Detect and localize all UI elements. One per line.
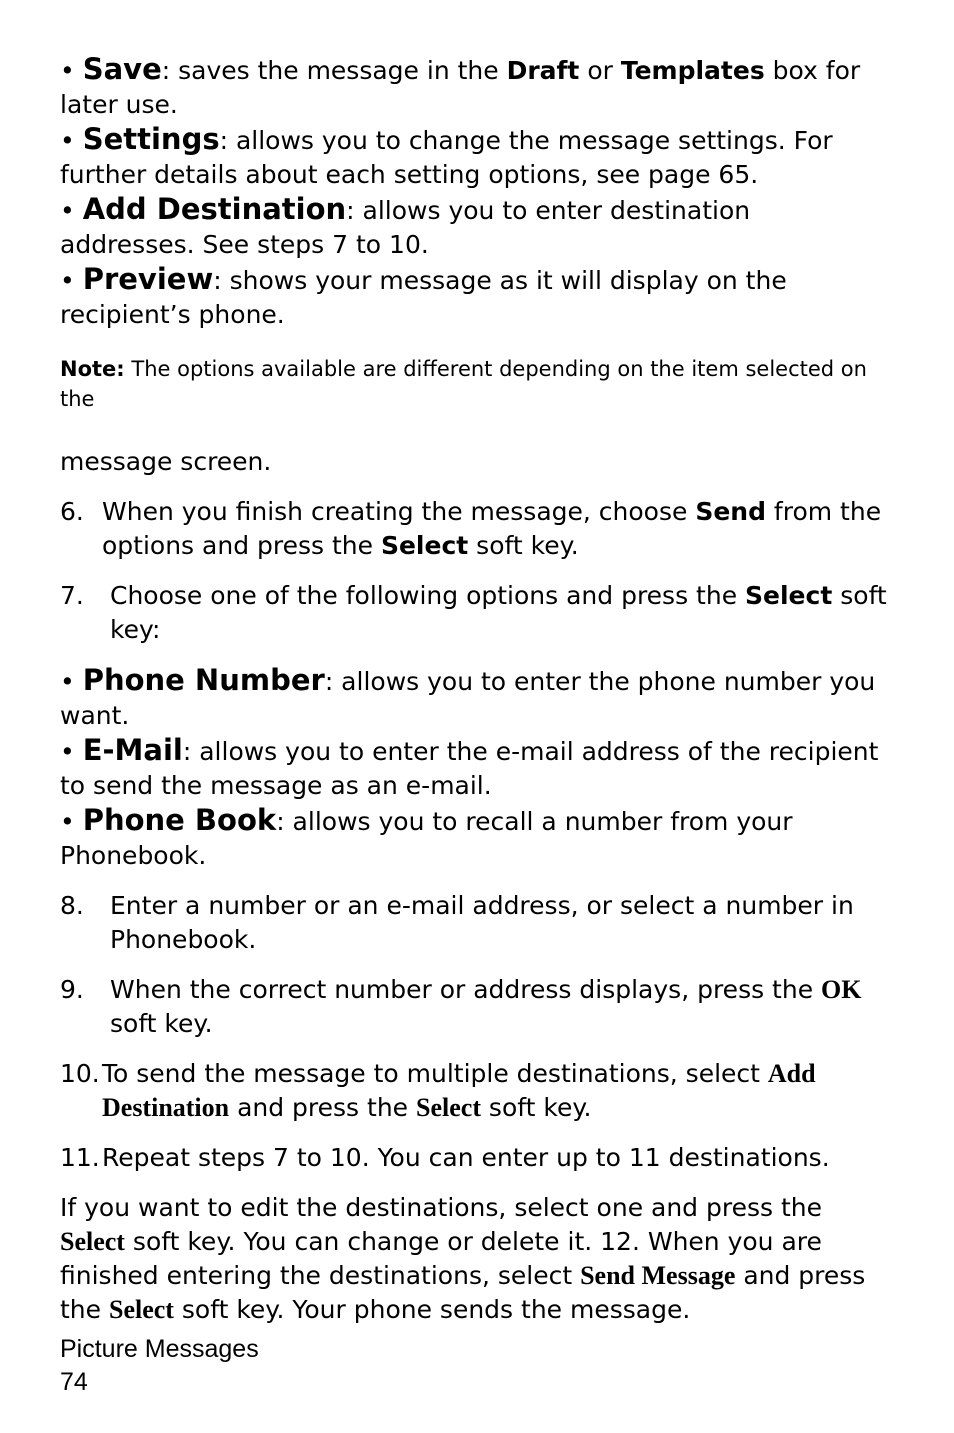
step-item <box>60 889 890 957</box>
bullet-item <box>60 192 890 262</box>
step-item <box>60 579 890 647</box>
bold-term: Select <box>380 531 469 560</box>
bullet-term: Add Destination <box>82 192 347 226</box>
step-text <box>102 1057 890 1125</box>
text-run: : allows you to enter the phone number you want. <box>60 667 876 730</box>
text-run: soft key. <box>480 1093 592 1122</box>
bullet-term: Settings <box>82 122 220 156</box>
bullet-dot-icon: • <box>60 56 83 85</box>
bullet-item <box>60 122 890 192</box>
text-run: from the options and press the <box>102 497 882 560</box>
text-run: : allows you to recall a number from your Phonebook. <box>60 807 793 870</box>
text-run: and press the <box>229 1093 417 1122</box>
bullet-term: E-Mail <box>82 733 183 767</box>
text-run: : saves the message in the <box>161 56 507 85</box>
text-run: soft key: <box>110 581 887 644</box>
step-number: 10. <box>60 1059 100 1088</box>
step-text <box>102 889 890 957</box>
step-item <box>60 495 890 563</box>
text-run: soft key. You can change or delete it. 12. When you are finished entering the destinations, select <box>60 1227 822 1290</box>
bullet-item <box>60 262 890 332</box>
step-number: 11. <box>60 1143 100 1172</box>
text-run: soft key. <box>468 531 579 560</box>
text-run: Choose one of the following options and press the <box>110 581 746 610</box>
footer-section-title: Picture Messages <box>60 1335 259 1363</box>
step-number: 6. <box>60 497 84 526</box>
text-run: soft key. Your phone sends the message. <box>173 1295 691 1324</box>
bullet-list-destinations <box>60 663 890 873</box>
step-number: 9. <box>60 975 84 1004</box>
step-number: 8. <box>60 891 84 920</box>
bullet-term: Preview <box>82 262 214 296</box>
text-run: soft key. <box>110 1009 213 1038</box>
text-run: : allows you to change the message settings. For further details about each setting options, see page 65. <box>60 126 833 189</box>
text-run: : shows your message as it will display on the recipient’s phone. <box>60 266 787 329</box>
manual-page-body <box>60 52 890 1327</box>
bullet-term: Phone Book <box>82 803 277 837</box>
page-number: 74 <box>60 1368 88 1396</box>
text-run: : allows you to enter the e-mail address of the recipient to send the message as an e-mail. <box>60 737 879 800</box>
steps-list-a <box>60 495 890 647</box>
bold-term: Draft <box>506 56 580 85</box>
bullet-dot-icon: • <box>60 737 83 766</box>
text-run: box for later use. <box>60 56 861 119</box>
step-text <box>102 973 890 1041</box>
note-continued: message screen. <box>60 447 272 476</box>
softkey-term: Add Destination <box>102 1059 816 1122</box>
bullet-list-options <box>60 52 890 332</box>
text-run: or <box>579 56 621 85</box>
bold-term: Send <box>695 497 766 526</box>
text-run: : allows you to enter destination addresses. See steps 7 to 10. <box>60 196 751 259</box>
bullet-dot-icon: • <box>60 667 83 696</box>
step-text <box>102 1141 890 1175</box>
note-label: Note: <box>60 357 125 381</box>
step-text <box>102 495 890 563</box>
bullet-term: Phone Number <box>82 663 325 697</box>
text-run: Repeat steps 7 to 10. You can enter up to 11 destinations. <box>102 1143 830 1172</box>
text-run: To send the message to multiple destinations, select <box>102 1059 768 1088</box>
bullet-item <box>60 733 890 803</box>
step-item <box>60 1141 890 1175</box>
text-run: and press the <box>60 1261 866 1324</box>
bullet-item <box>60 52 890 122</box>
bullet-term: Save <box>82 52 162 86</box>
bullet-dot-icon: • <box>60 196 83 225</box>
step-text <box>102 579 890 647</box>
text-run: If you want to edit the destinations, select one and press the <box>60 1193 822 1222</box>
note <box>60 354 890 414</box>
softkey-term: Select <box>108 1295 174 1324</box>
steps-list-b <box>60 889 890 1175</box>
bullet-dot-icon: • <box>60 126 83 155</box>
softkey-term: Send Message <box>580 1261 736 1290</box>
step-number: 7. <box>60 581 84 610</box>
text-run: When the correct number or address displays, press the <box>110 975 822 1004</box>
bullet-dot-icon: • <box>60 807 83 836</box>
page-footer <box>60 1333 259 1399</box>
softkey-term: OK <box>821 975 862 1004</box>
softkey-term: Select <box>60 1227 125 1256</box>
step-item <box>60 1057 890 1125</box>
closing-paragraph <box>60 1191 890 1327</box>
step-item <box>60 973 890 1041</box>
bold-term: Select <box>745 581 833 610</box>
bold-term: Templates <box>620 56 765 85</box>
softkey-term: Select <box>416 1093 481 1122</box>
bullet-item <box>60 803 890 873</box>
bullet-item <box>60 663 890 733</box>
bullet-dot-icon: • <box>60 266 83 295</box>
note-text: The options available are different depending on the item selected on the <box>60 357 867 411</box>
text-run: When you finish creating the message, choose <box>102 497 696 526</box>
text-run: Enter a number or an e-mail address, or select a number in Phonebook. <box>110 891 854 954</box>
